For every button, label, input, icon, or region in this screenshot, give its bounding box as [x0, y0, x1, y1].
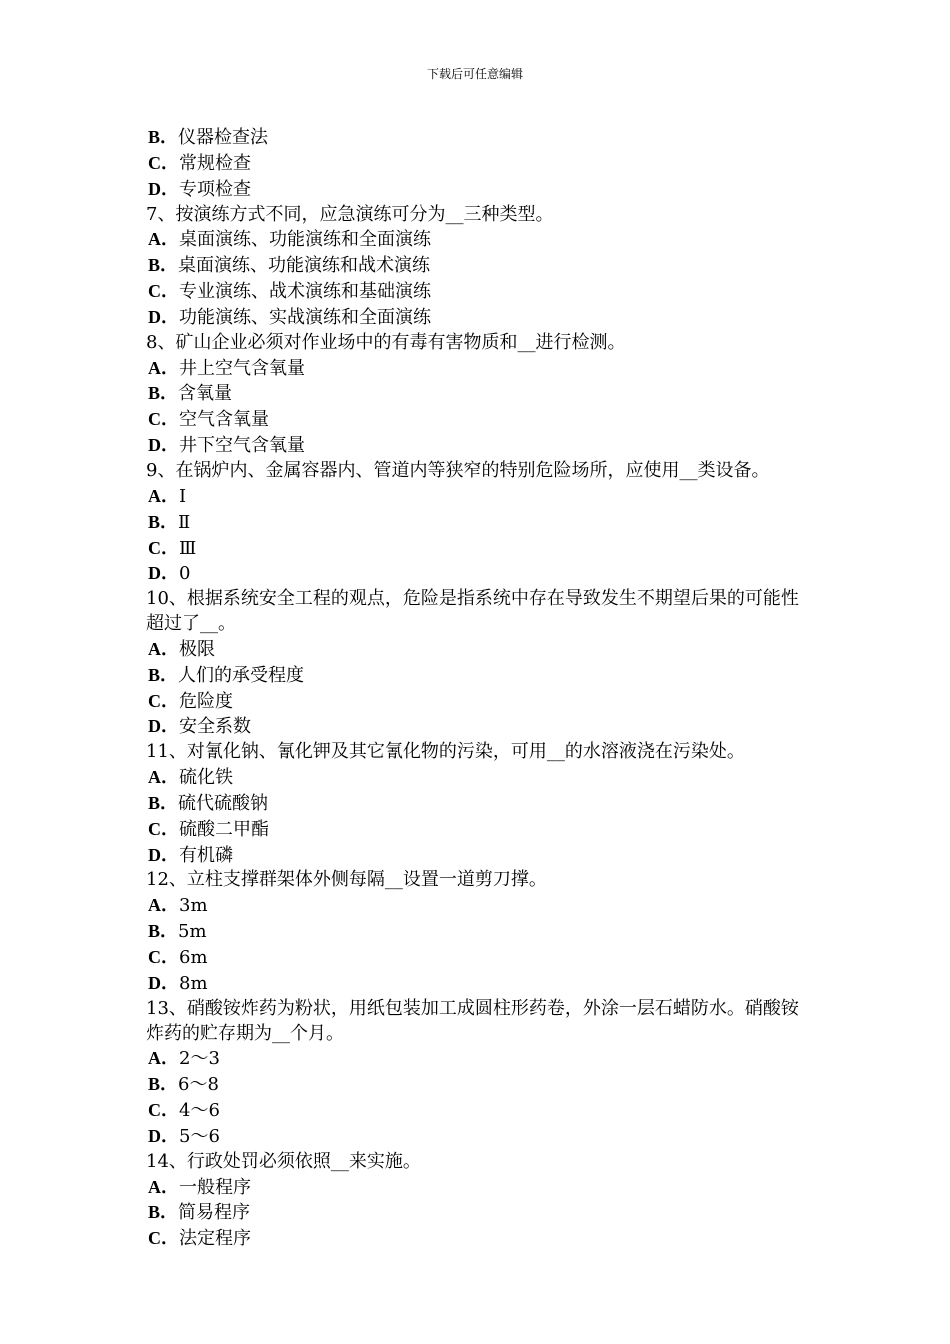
option-text: Ⅲ [179, 537, 197, 559]
answer-option [146, 1072, 816, 1098]
option-letter: D． [148, 844, 179, 865]
option-letter: C． [148, 409, 179, 430]
option-letter: C． [148, 1228, 179, 1249]
answer-option [146, 689, 816, 715]
option-text: 极限 [179, 638, 215, 660]
answer-option [146, 279, 816, 305]
option-letter: C． [148, 1100, 179, 1121]
answer-option [146, 843, 816, 869]
option-letter: B． [148, 127, 179, 147]
option-letter: D． [148, 306, 179, 327]
option-text: 简易程序 [178, 1202, 251, 1224]
question-text: 11、对氰化钠、氰化钾及其它氰化物的污染，可用__的水溶液浇在污染处。 [146, 741, 745, 763]
option-letter: B． [148, 1202, 179, 1223]
question-text: 14、行政处罚必须依照__来实施。 [146, 1150, 421, 1172]
option-text: 6～8 [178, 1074, 219, 1096]
option-letter: D． [148, 1125, 179, 1146]
answer-option [146, 945, 816, 971]
answer-option [146, 1226, 816, 1252]
option-letter: C． [148, 281, 179, 302]
option-text: 桌面演练、功能演练和全面演练 [179, 229, 431, 251]
option-text: 4～6 [179, 1100, 220, 1122]
option-text: 空气含氧量 [179, 409, 269, 431]
option-letter: C． [148, 537, 179, 558]
answer-option [146, 791, 816, 817]
option-letter: B． [148, 792, 179, 813]
answer-option [146, 1200, 816, 1226]
question-text: 7、按演练方式不同，应急演练可分为__三种类型。 [146, 203, 554, 225]
option-letter: C． [148, 690, 179, 711]
option-text: 危险度 [179, 690, 233, 712]
option-text: 硫酸二甲酯 [179, 818, 269, 840]
option-text: 有机磷 [179, 844, 233, 866]
answer-option [146, 510, 816, 536]
option-text: 0 [179, 563, 191, 585]
answer-option [146, 561, 816, 587]
question-text: 8、矿山企业必须对作业场中的有毒有害物质和__进行检测。 [146, 331, 626, 353]
option-text: 桌面演练、功能演练和战术演练 [178, 255, 431, 277]
option-letter: C． [148, 152, 179, 173]
answer-option [146, 1046, 816, 1072]
answer-option [146, 177, 816, 203]
option-text: 8m [179, 972, 208, 994]
option-letter: A． [148, 638, 179, 659]
option-text: 功能演练、实战演练和全面演练 [179, 306, 431, 328]
option-letter: D． [148, 716, 179, 737]
option-letter: D． [148, 972, 179, 993]
answer-option [146, 407, 816, 433]
option-text: 一般程序 [179, 1176, 251, 1198]
answer-option [146, 971, 816, 997]
option-letter: D． [148, 435, 179, 456]
option-text: 安全系数 [179, 716, 251, 738]
option-text: 人们的承受程度 [178, 664, 305, 686]
page-header: 下载后可任意编辑 [426, 67, 523, 81]
answer-option [146, 356, 816, 382]
answer-option [146, 714, 816, 740]
option-letter: C． [148, 947, 179, 967]
answer-option [146, 305, 816, 331]
answer-option [146, 765, 816, 791]
option-text: 常规检查 [179, 152, 251, 174]
option-text: 硫化铁 [179, 767, 233, 789]
option-text: 硫代硫酸钠 [178, 792, 269, 814]
option-text: 专业演练、战术演练和基础演练 [179, 281, 431, 303]
option-text: 2～3 [179, 1048, 220, 1070]
option-text: 仪器检查法 [178, 127, 269, 148]
exam-content [146, 125, 816, 1252]
option-letter: B． [148, 383, 179, 404]
option-letter: A． [148, 229, 179, 250]
option-letter: B． [148, 511, 179, 532]
answer-option [146, 637, 816, 663]
answer-option [146, 151, 816, 177]
option-letter: A． [148, 1048, 179, 1069]
option-letter: B． [148, 664, 179, 685]
answer-option [146, 484, 816, 510]
question-text: 13、硝酸铵炸药为粉状，用纸包装加工成圆柱形药卷，外涂一层石蜡防水。硝酸铵炸药的贮存期为__个月。 [146, 997, 799, 1044]
option-text: 5m [178, 921, 207, 943]
question-text: 12、立柱支撑群架体外侧每隔__设置一道剪刀撑。 [146, 869, 547, 891]
option-text: 专项检查 [179, 178, 251, 200]
answer-option [146, 1098, 816, 1124]
option-text: Ⅰ [179, 485, 187, 507]
answer-option [146, 125, 816, 151]
answer-option [146, 1124, 816, 1150]
answer-option [146, 381, 816, 407]
option-letter: B． [148, 1074, 179, 1095]
answer-option [146, 663, 816, 689]
option-text: 含氧量 [178, 383, 233, 405]
answer-option [146, 253, 816, 279]
answer-option [146, 817, 816, 843]
option-text: 井下空气含氧量 [179, 435, 305, 457]
answer-option [146, 919, 816, 945]
option-text: 3m [179, 895, 208, 917]
option-letter: B． [148, 255, 179, 276]
option-letter: D． [148, 563, 179, 584]
option-letter: A． [148, 1176, 179, 1197]
question-text: 10、根据系统安全工程的观点，危险是指系统中存在导致发生不期望后果的可能性超过了__。 [146, 588, 799, 635]
option-text: 法定程序 [179, 1228, 251, 1250]
answer-option [146, 893, 816, 919]
option-letter: B． [148, 921, 179, 942]
option-letter: A． [148, 357, 179, 378]
option-letter: A． [148, 485, 179, 506]
option-text: 5～6 [179, 1125, 220, 1147]
option-letter: C． [148, 818, 179, 839]
answer-option [146, 227, 816, 253]
option-letter: A． [148, 895, 179, 916]
answer-option [146, 1175, 816, 1201]
option-letter: A． [148, 767, 179, 788]
option-text: 井上空气含氧量 [179, 357, 305, 379]
option-text: Ⅱ [178, 511, 191, 533]
option-text: 6m [179, 947, 208, 968]
option-letter: D． [148, 178, 179, 199]
question-text: 9、在锅炉内、金属容器内、管道内等狭窄的特别危险场所，应使用__类设备。 [146, 459, 770, 481]
answer-option [146, 433, 816, 459]
answer-option [146, 536, 816, 562]
